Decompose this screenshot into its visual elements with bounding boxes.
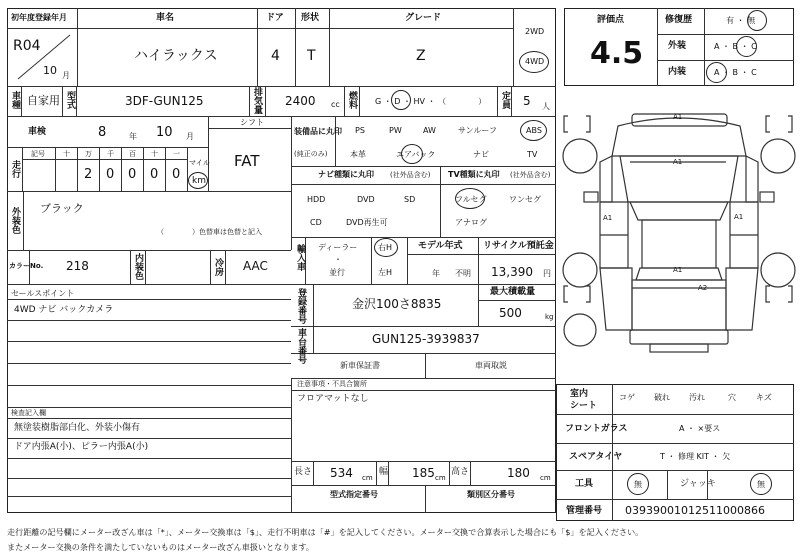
- seat-hole: 穴: [728, 393, 736, 402]
- place-ten-thousand: 万: [85, 150, 92, 158]
- inspection-year-unit: 年: [129, 132, 137, 141]
- seat-label-1: 室内: [570, 389, 589, 399]
- capacity-label: 定員: [500, 91, 510, 109]
- seat-label-2: シート: [570, 401, 598, 411]
- model: 3DF-GUN125: [125, 94, 204, 108]
- mileage-digit-2: 0: [106, 167, 115, 182]
- mile-label: マイル: [189, 159, 210, 167]
- exterior-b-circle: [736, 36, 757, 57]
- notes-label: 注意事項・不具合箇所: [297, 380, 367, 388]
- model-label: 型式: [65, 91, 75, 109]
- tools-label: 工具: [575, 479, 594, 489]
- windshield-label: フロントガラス: [565, 424, 628, 434]
- equipment-sub: (純正のみ): [294, 150, 328, 158]
- color-no-label: カラーNo.: [9, 262, 44, 270]
- mileage-digit-1: 2: [84, 167, 93, 182]
- displacement: 2400: [285, 94, 316, 108]
- era-year: R04: [13, 38, 41, 54]
- fuel-options: G ・ D ・ HV ・ （ ）: [375, 97, 487, 106]
- chassis-label: 車台番号: [296, 328, 306, 364]
- footer-line1: 走行距離の記号欄にメーター改ざん車は「*」、メーター交換車は「$」、走行不明車は「#」を記入してください。メーター交換で合算表示した場合にも「$」を記入ください。: [7, 527, 644, 537]
- mileage-digit-3: 0: [128, 167, 137, 182]
- notes-text: フロアマットなし: [297, 394, 369, 404]
- tools-none-circle: [627, 473, 649, 495]
- doors: 4: [271, 48, 280, 64]
- import-label: 輸入車: [295, 244, 305, 271]
- abs-circle: [520, 120, 547, 141]
- height-label: 高さ: [451, 467, 470, 477]
- mileage-digit-5: 0: [172, 167, 181, 182]
- equip-tv: TV: [527, 150, 538, 159]
- navi-dvd-play: DVD再生可: [346, 218, 388, 227]
- color-label: 外装色: [10, 207, 20, 234]
- inspection-label: 車検: [28, 127, 47, 137]
- equip-leather: 本革: [350, 150, 366, 159]
- jack-value: 無: [757, 480, 765, 489]
- recycle-unit: 円: [543, 269, 551, 278]
- length-value: 534: [330, 466, 353, 480]
- reg-month: 10: [43, 64, 57, 77]
- max-load-unit: kg: [545, 313, 554, 321]
- place-hundred: 百: [129, 150, 136, 158]
- management-value: 03939001012511000866: [625, 504, 765, 517]
- exterior-options: A ・ B ・ C: [714, 42, 757, 51]
- damage-mark-right-door: A1: [734, 213, 744, 221]
- width-label: 幅: [379, 467, 389, 477]
- capacity-unit: 人: [542, 102, 550, 111]
- footer-line2: またメーター交換の条件を満たしていないものはメーター改ざん車扱いとなります。: [7, 542, 314, 552]
- shift-value: FAT: [234, 152, 260, 170]
- model-year-label: モデル年式: [418, 241, 463, 251]
- import-dot: ・: [334, 255, 342, 264]
- km-circle: [188, 172, 208, 189]
- car-name-label: 車名: [156, 13, 175, 23]
- fullseg-circle: [455, 188, 485, 209]
- equip-ps: PS: [355, 126, 365, 135]
- displacement-label: 排気量: [252, 87, 262, 114]
- spare-tire-options: T ・ 修理 KIT ・ 欠: [660, 452, 731, 461]
- seat-scratch: キズ: [756, 393, 772, 402]
- tools-value: 無: [634, 480, 642, 489]
- place-thousand: 千: [107, 150, 114, 158]
- model-year-unit: 年: [432, 269, 440, 278]
- width-value: 185: [412, 466, 435, 480]
- capacity: 5: [523, 94, 531, 108]
- equipment-label: 装備品に丸印: [294, 127, 342, 136]
- equip-navi: ナビ: [473, 150, 489, 159]
- import-dealer: ディーラー: [318, 243, 358, 252]
- height-value: 180: [507, 466, 530, 480]
- navi-cd: CD: [310, 218, 322, 227]
- import-parallel: 並行: [329, 268, 345, 277]
- drive-2wd: 2WD: [525, 27, 545, 36]
- drive-4wd: 4WD: [525, 57, 545, 66]
- color-no: 218: [66, 259, 89, 273]
- import-right: 右H: [378, 243, 393, 252]
- equip-abs: ABS: [526, 126, 542, 135]
- inspection-month: 10: [156, 125, 173, 140]
- grade: Z: [416, 48, 426, 64]
- inspector-line2: ドア内張A(小)、ピラー内張A(小): [14, 442, 149, 452]
- score-label: 評価点: [597, 15, 625, 25]
- import-left: 左H: [378, 268, 393, 277]
- color-value: ブラック: [40, 202, 84, 215]
- seat-tear: 破れ: [654, 393, 670, 402]
- aircon-value: AAC: [243, 259, 268, 273]
- tv-analog: アナログ: [455, 218, 487, 227]
- navi-sub: (社外品含む): [390, 171, 431, 179]
- grade-label: グレード: [405, 13, 442, 23]
- jack-label: ジャッキ: [680, 479, 716, 489]
- registration-value: 金沢100さ8835: [352, 297, 442, 311]
- recycle-value: 13,390: [491, 265, 533, 279]
- navi-hdd: HDD: [307, 195, 326, 204]
- inspection-month-unit: 月: [186, 132, 194, 141]
- equip-aw: AW: [423, 126, 436, 135]
- fuel-diesel-circle: [391, 90, 411, 110]
- mileage-label: 走行: [10, 160, 20, 178]
- score-value: 4.5: [590, 36, 644, 71]
- repair-options: 有 ・ 無: [726, 16, 756, 25]
- inspector-line1: 無塗装樹脂部白化、外装小傷有: [14, 423, 141, 433]
- interior-a-circle: [706, 62, 727, 83]
- car-name: ハイラックス: [134, 48, 218, 64]
- drive-4wd-circle: [519, 51, 549, 73]
- airbag-circle: [401, 144, 423, 164]
- registration-label: 登録番号: [296, 288, 306, 324]
- type-designation: 型式指定番号: [330, 490, 378, 499]
- km-label: km: [192, 176, 206, 186]
- reg-month-unit: 月: [62, 71, 70, 80]
- exterior-label: 外装: [668, 41, 687, 51]
- sales-points-label: セールスポイント: [11, 289, 75, 298]
- aircon-label: 冷房: [213, 258, 223, 276]
- length-unit: cm: [362, 474, 373, 482]
- inspection-year: 8: [98, 125, 107, 140]
- equip-sunroof: サンルーフ: [458, 126, 497, 135]
- length-label: 長さ: [294, 467, 313, 477]
- windshield-options: A ・ ×要ス: [679, 424, 721, 433]
- tv-oneseg: ワンセグ: [509, 195, 541, 204]
- recycle-label: リサイクル預託金: [483, 241, 554, 251]
- width-unit: cm: [435, 474, 446, 482]
- interior-options: A ・ B ・ C: [714, 68, 757, 77]
- shift-label: シフト: [240, 118, 264, 127]
- vehicle-manual: 車両取説: [475, 361, 507, 370]
- damage-mark-hood: A1: [673, 158, 683, 166]
- mileage-digit-4: 0: [150, 167, 159, 182]
- car-diagram: [560, 92, 796, 384]
- navi-dvd: DVD: [357, 195, 375, 204]
- place-one: 一: [173, 150, 180, 158]
- tv-label: TV種類に丸印: [448, 170, 500, 179]
- right-hand-circle: [374, 238, 398, 257]
- management-label: 管理番号: [566, 506, 603, 516]
- chassis-value: GUN125-3939837: [372, 332, 480, 346]
- equip-airbag: エアバック: [396, 150, 436, 159]
- height-unit: cm: [540, 474, 551, 482]
- navi-sd: SD: [404, 195, 416, 204]
- damage-mark-rear: A2: [698, 284, 708, 292]
- place-ten: 十: [151, 150, 158, 158]
- cc-unit: cc: [331, 100, 340, 109]
- seat-burn: コゲ: [619, 393, 635, 402]
- shape-label: 形状: [301, 13, 320, 23]
- mileage-symbol-label: 記号: [31, 150, 45, 158]
- color-note: （ ）色替車は色替と記入: [157, 228, 262, 236]
- repair-label: 修復歴: [665, 15, 693, 25]
- sales-points-text: 4WD ナビ バックカメラ: [14, 305, 114, 315]
- no-repair-circle: [747, 10, 767, 31]
- usage-label: 車種: [10, 91, 20, 109]
- jack-none-circle: [750, 473, 772, 495]
- tv-sub: (社外品含む): [510, 171, 551, 179]
- door-label: ドア: [266, 13, 284, 23]
- damage-mark-front: A1: [673, 113, 683, 121]
- interior-label: 内装: [668, 67, 687, 77]
- fuel-label: 燃料: [347, 91, 357, 109]
- place-ten-thousand-ten: 十: [63, 150, 70, 158]
- equip-pw: PW: [389, 126, 402, 135]
- first-reg-label: 初年度登録年月: [11, 13, 67, 22]
- model-year-unknown: 不明: [455, 269, 471, 278]
- interior-color-label: 内装色: [133, 253, 143, 280]
- tv-fullseg: フルセグ: [455, 195, 487, 204]
- new-car-warranty: 新車保証書: [340, 361, 380, 370]
- max-load-value: 500: [499, 306, 522, 320]
- category-number: 類別区分番号: [467, 490, 515, 499]
- damage-mark-left-door: A1: [603, 214, 613, 222]
- navi-label: ナビ種類に丸印: [318, 170, 374, 179]
- max-load-label: 最大積載量: [490, 287, 536, 297]
- spare-tire-label: スペアタイヤ: [569, 452, 623, 462]
- shape: T: [307, 48, 316, 64]
- seat-dirt: 汚れ: [689, 393, 705, 402]
- inspector-label: 検査記入欄: [11, 409, 46, 417]
- usage: 自家用: [27, 94, 60, 107]
- damage-mark-bed: A1: [673, 266, 683, 274]
